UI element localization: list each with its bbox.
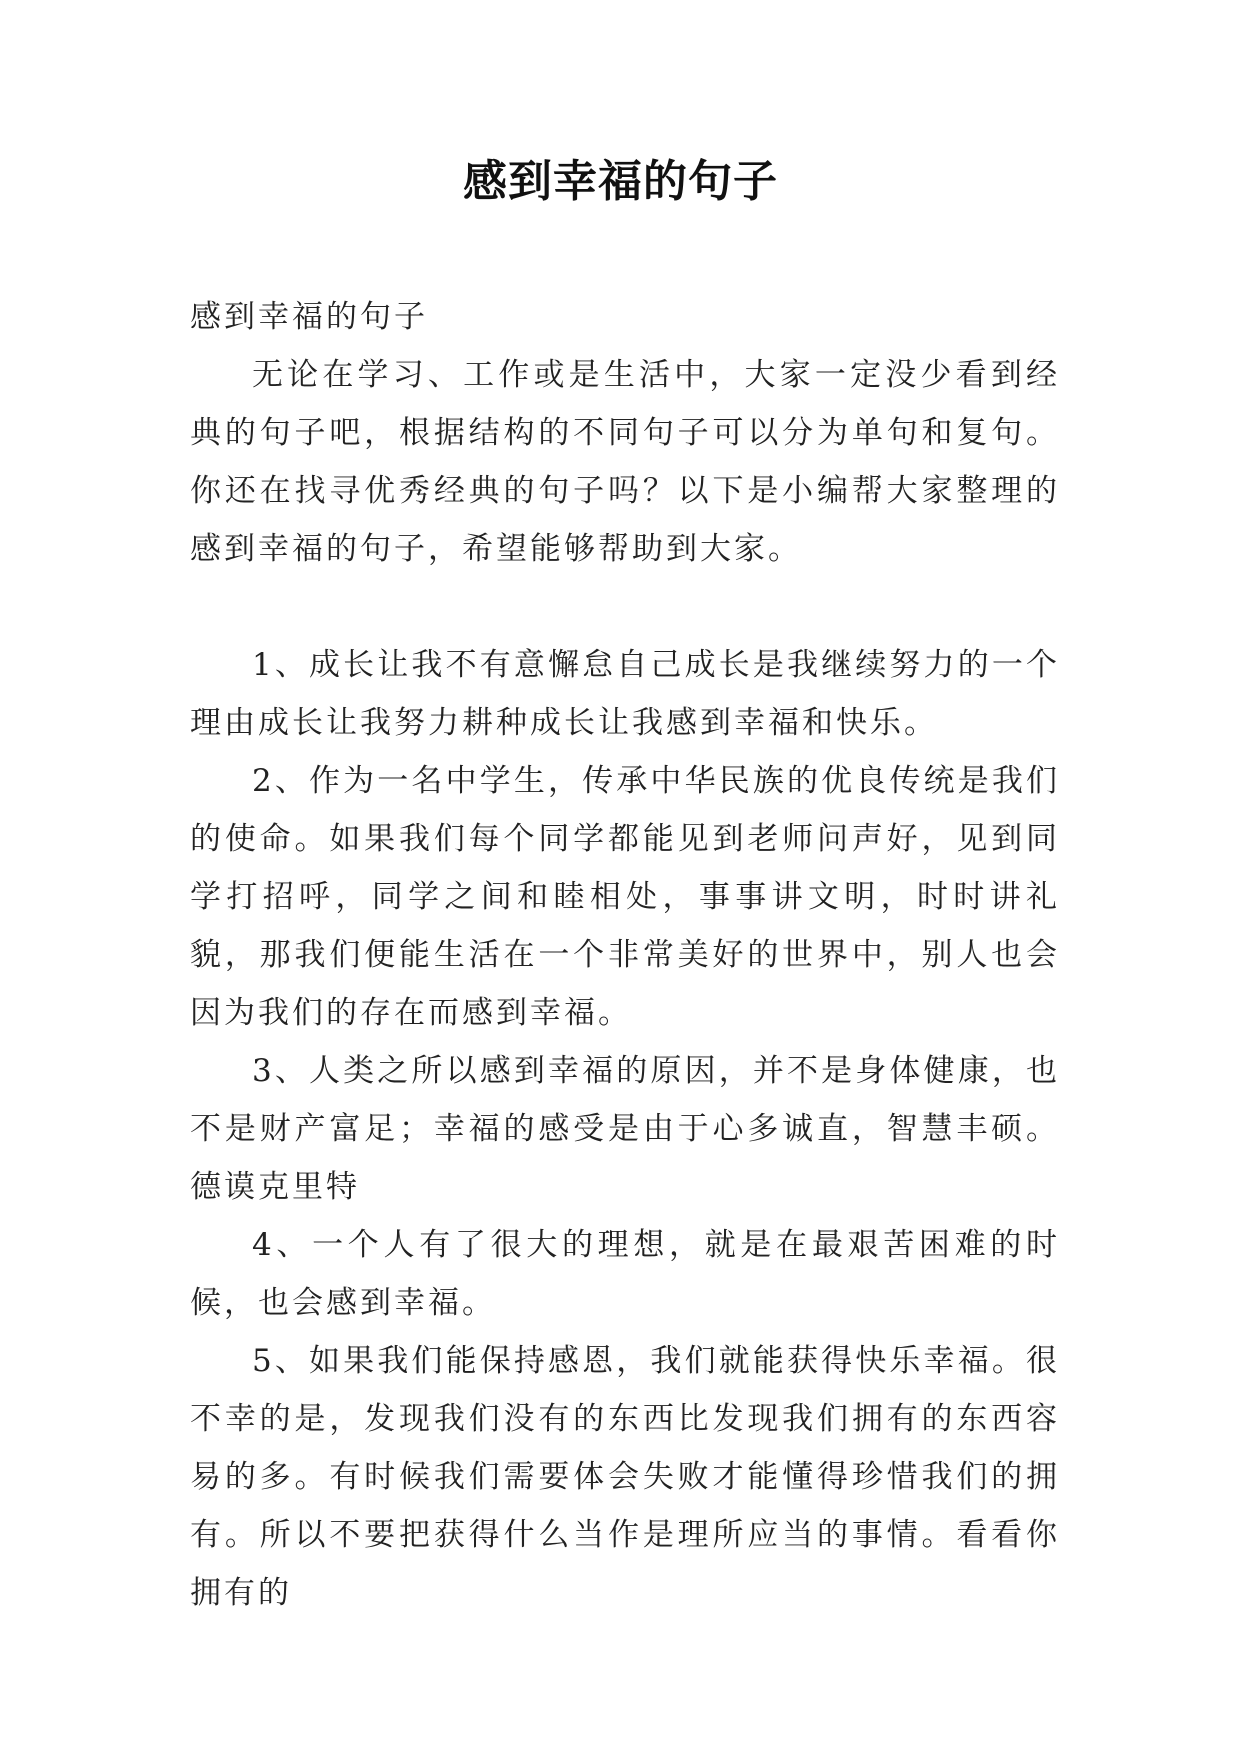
document-subtitle: 感到幸福的句子 [190,299,428,335]
list-item-2: 2、作为一名中学生，传承中华民族的优良传统是我们的使命。如果我们每个同学都能见到老师问声好，见到同学打招呼，同学之间和睦相处，事事讲文明，时时讲礼貌，那我们便能生活在一个非常美好的世界中，别人也会因为我们的存在而感到幸福。 [190,763,1060,1031]
list-item-3: 3、人类之所以感到幸福的原因，并不是身体健康，也不是财产富足；幸福的感受是由于心多诚直，智慧丰硕。德谟克里特 [190,1053,1060,1205]
list-item-5: 5、如果我们能保持感恩，我们就能获得快乐幸福。很不幸的是，发现我们没有的东西比发现我们拥有的东西容易的多。有时候我们需要体会失败才能懂得珍惜我们的拥有。所以不要把获得什么当作是理所应当的事情。看看你拥有的 [190,1343,1060,1611]
document-body [190,288,1060,1622]
document-title: 感到幸福的句子 [463,156,778,207]
intro-paragraph: 无论在学习、工作或是生活中，大家一定没少看到经典的句子吧，根据结构的不同句子可以分为单句和复句。你还在找寻优秀经典的句子吗？以下是小编帮大家整理的感到幸福的句子，希望能够帮助到大家。 [190,357,1060,567]
list-item-1: 1、成长让我不有意懈怠自己成长是我继续努力的一个理由成长让我努力耕种成长让我感到幸福和快乐。 [190,647,1060,741]
list-item-4: 4、一个人有了很大的理想，就是在最艰苦困难的时候，也会感到幸福。 [190,1227,1060,1321]
